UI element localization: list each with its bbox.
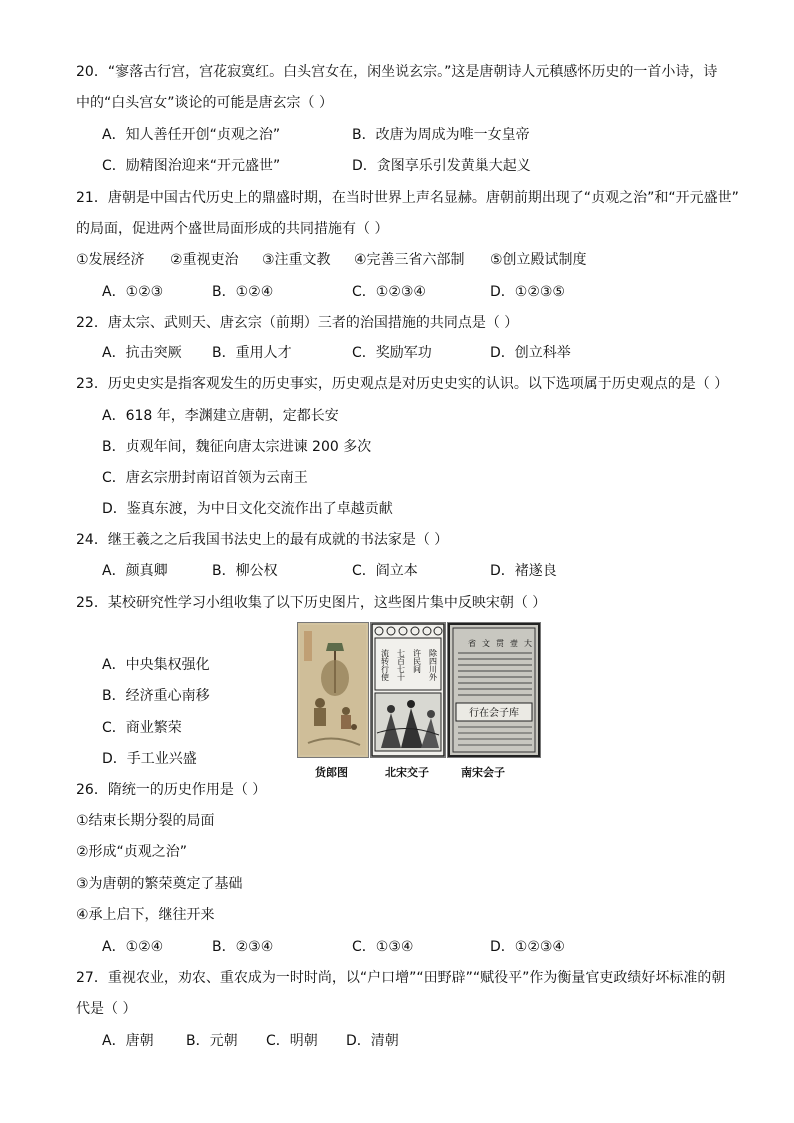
question-21-item-4: ④完善三省六部制 — [354, 252, 465, 268]
jiaozi-text-2: 许民间 — [412, 649, 422, 673]
jiaozi-text-1: 除四川外 — [428, 649, 438, 681]
question-26-stem: 26．隋统一的历史作用是（ ） — [76, 782, 267, 798]
question-21-stem-line-2: 的局面，促进两个盛世局面形成的共同措施有（ ） — [76, 221, 389, 237]
question-25-stem: 25．某校研究性学习小组收集了以下历史图片，这些图片集中反映宋朝（ ） — [76, 595, 547, 611]
question-20-option-c: C．励精图治迎来“开元盛世” — [102, 158, 281, 174]
jiaozi-text-3: 七百七十 — [396, 649, 406, 681]
question-21-item-2: ②重视吏治 — [170, 252, 239, 268]
question-27-option-c: C．明朝 — [266, 1033, 318, 1049]
question-21-option-a: A．①②③ — [102, 284, 164, 300]
question-21-stem-line-1: 21．唐朝是中国古代历史上的鼎盛时期，在当时世界上声名显赫。唐朝前期出现了“贞观之治”和“开元盛世” — [76, 190, 739, 206]
question-26-item-1: ①结束长期分裂的局面 — [76, 813, 215, 829]
caption-nansong-huizi: 南宋会子 — [461, 766, 505, 779]
question-24-option-a: A．颜真卿 — [102, 563, 168, 579]
question-27-option-b: B．元朝 — [186, 1033, 238, 1049]
question-20-stem-line-1: 20．“寥落古行宫，宫花寂寞红。白头宫女在，闲坐说玄宗。”这是唐朝诗人元稹感怀历史的一首小诗，诗 — [76, 64, 718, 80]
question-25-figures — [297, 622, 543, 782]
question-23-option-d: D．鉴真东渡，为中日文化交流作出了卓越贡献 — [102, 501, 393, 517]
question-26-option-a: A．①②④ — [102, 939, 164, 955]
question-22-option-d: D．创立科举 — [490, 345, 571, 361]
huolang-painting-image — [297, 622, 369, 758]
question-24-option-c: C．阎立本 — [352, 563, 418, 579]
question-20-option-b: B．改唐为周成为唯一女皇帝 — [352, 127, 530, 143]
question-21-option-d: D．①②③⑤ — [490, 284, 565, 300]
question-25-option-b: B．经济重心南移 — [102, 688, 210, 704]
question-26-item-3: ③为唐朝的繁荣奠定了基础 — [76, 876, 243, 892]
question-26-item-2: ②形成“贞观之治” — [76, 844, 188, 860]
question-21-item-3: ③注重文教 — [262, 252, 331, 268]
question-27-option-d: D．清朝 — [346, 1033, 399, 1049]
question-21-option-c: C．①②③④ — [352, 284, 426, 300]
question-24-stem: 24．继王羲之之后我国书法史上的最有成就的书法家是（ ） — [76, 532, 449, 548]
question-22-option-a: A．抗击突厥 — [102, 345, 182, 361]
question-26-item-4: ④承上启下，继往开来 — [76, 907, 215, 923]
question-22-option-b: B．重用人才 — [212, 345, 292, 361]
question-24-option-d: D．褚遂良 — [490, 563, 557, 579]
question-21-option-b: B．①②④ — [212, 284, 274, 300]
question-21-item-1: ①发展经济 — [76, 252, 145, 268]
question-23-option-a: A．618 年，李渊建立唐朝，定都长安 — [102, 408, 339, 424]
question-26-option-b: B．②③④ — [212, 939, 274, 955]
question-20-option-d: D．贪图享乐引发黄巢大起义 — [352, 158, 531, 174]
huizi-top-char-2: 壹 — [509, 639, 519, 647]
huizi-bottom-text: 行在会子库 — [469, 708, 519, 719]
question-25-option-c: C．商业繁荣 — [102, 720, 182, 736]
huizi-top-char-3: 贯 — [495, 639, 505, 647]
question-27-stem-line-2: 代是（ ） — [76, 1001, 137, 1017]
huolang-painting-drawing — [298, 623, 368, 757]
question-25-option-a: A．中央集权强化 — [102, 657, 210, 673]
caption-beisong-jiaozi: 北宋交子 — [385, 766, 429, 779]
question-25-option-d: D．手工业兴盛 — [102, 751, 197, 767]
question-20-stem-line-2: 中的“白头宫女”谈论的可能是唐玄宗（ ） — [76, 95, 333, 111]
caption-huolang: 货郎图 — [315, 766, 348, 779]
question-23-option-c: C．唐玄宗册封南诏首领为云南王 — [102, 470, 308, 486]
question-23-option-b: B．贞观年间，魏征向唐太宗进谏 200 多次 — [102, 439, 372, 455]
question-26-option-d: D．①②③④ — [490, 939, 565, 955]
huizi-banknote-drawing — [448, 623, 540, 757]
huizi-banknote-image — [447, 622, 541, 758]
question-24-option-b: B．柳公权 — [212, 563, 278, 579]
question-21-item-5: ⑤创立殿试制度 — [490, 252, 587, 268]
question-27-option-a: A．唐朝 — [102, 1033, 154, 1049]
question-23-stem: 23．历史史实是指客观发生的历史事实，历史观点是对历史史实的认识。以下选项属于历史观点的是（ ） — [76, 376, 729, 392]
huizi-top-char-5: 省 — [467, 639, 477, 647]
jiaozi-banknote-drawing — [371, 623, 445, 757]
question-27-stem-line-1: 27．重视农业，劝农、重农成为一时时尚，以“户口增”“田野辟”“赋役平”作为衡量官吏政绩好坏标准的朝 — [76, 970, 726, 986]
huizi-top-char-4: 文 — [481, 639, 491, 647]
question-22-stem: 22．唐太宗、武则天、唐玄宗（前期）三者的治国措施的共同点是（ ） — [76, 315, 519, 331]
question-22-option-c: C．奖励军功 — [352, 345, 432, 361]
huizi-top-char-1: 大 — [523, 639, 533, 647]
question-20-option-a: A．知人善任开创“贞观之治” — [102, 127, 281, 143]
jiaozi-banknote-image — [370, 622, 446, 758]
jiaozi-text-4: 流转行使 — [380, 649, 390, 681]
question-26-option-c: C．①③④ — [352, 939, 414, 955]
